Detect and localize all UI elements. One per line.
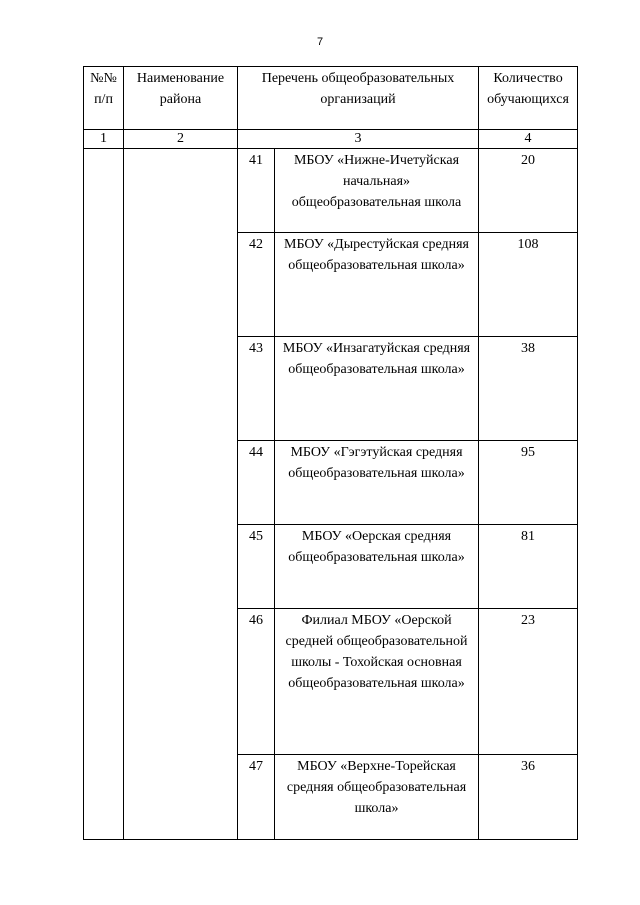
header-row: [84, 67, 578, 130]
column-number: 4: [479, 130, 578, 149]
column-number: 1: [84, 130, 124, 149]
table-row: [84, 149, 578, 233]
organization-name: МБОУ «Гэгэтуйская средняя общеобразовательная школа»: [275, 441, 479, 525]
organization-name: МБОУ «Оерская средняя общеобразовательная школа»: [275, 525, 479, 609]
header-students: Количество обучающихся: [479, 67, 578, 130]
student-count: 23: [479, 609, 578, 755]
header-district: Наименование района: [124, 67, 238, 130]
row-index: 47: [238, 755, 275, 840]
student-count: 108: [479, 233, 578, 337]
row-index: 41: [238, 149, 275, 233]
student-count: 38: [479, 337, 578, 441]
page-number: 7: [316, 36, 324, 48]
column-numbers-row: [84, 130, 578, 149]
organization-name: МБОУ «Нижне-Ичетуйская начальная» общеобразовательная школа: [275, 149, 479, 233]
row-index: 44: [238, 441, 275, 525]
row-index: 45: [238, 525, 275, 609]
schools-table: [83, 66, 578, 840]
num-cell-empty: [84, 149, 124, 840]
student-count: 36: [479, 755, 578, 840]
column-number: 3: [238, 130, 479, 149]
header-num: №№ п/п: [84, 67, 124, 130]
column-number: 2: [124, 130, 238, 149]
organization-name: МБОУ «Инзагатуйская средняя общеобразовательная школа»: [275, 337, 479, 441]
row-index: 42: [238, 233, 275, 337]
organization-name: МБОУ «Верхне-Торейская средняя общеобразовательная школа»: [275, 755, 479, 840]
student-count: 81: [479, 525, 578, 609]
header-organizations: Перечень общеобразовательных организаций: [238, 67, 479, 130]
organization-name: МБОУ «Дырестуйская средняя общеобразовательная школа»: [275, 233, 479, 337]
row-index: 43: [238, 337, 275, 441]
district-cell-empty: [124, 149, 238, 840]
row-index: 46: [238, 609, 275, 755]
organization-name: Филиал МБОУ «Оерской средней общеобразовательной школы - Тохойская основная общеобразовательная школа»: [275, 609, 479, 755]
student-count: 20: [479, 149, 578, 233]
student-count: 95: [479, 441, 578, 525]
